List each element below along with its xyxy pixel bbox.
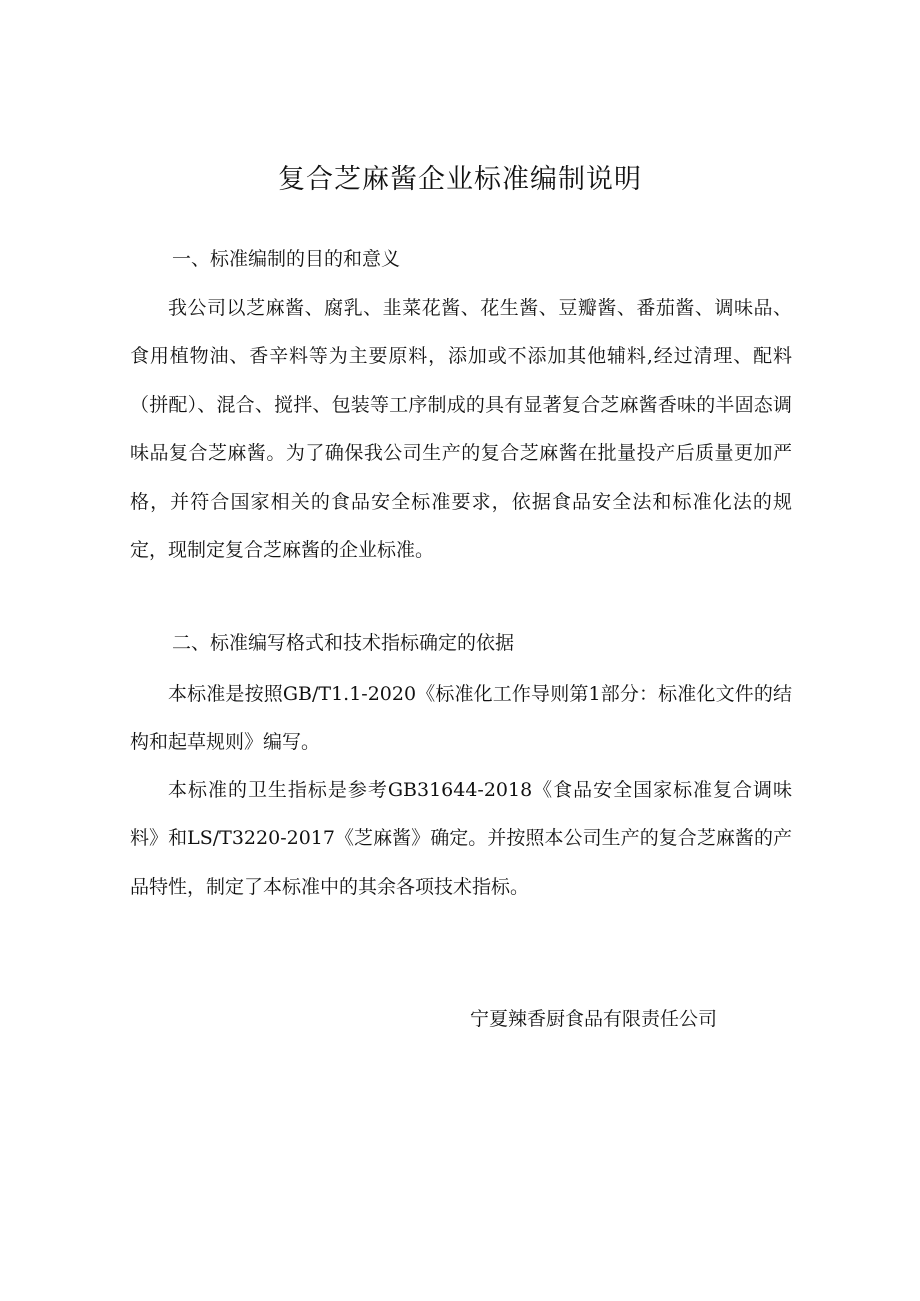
section-paragraph-purpose: 我公司以芝麻酱、腐乳、韭菜花酱、花生酱、豆瓣酱、番茄酱、调味品、食用植物油、香辛料等为主要原料，添加或不添加其他辅料,经过清理、配料（拼配）、混合、搅拌、包装等工序制成的具有显著复合芝麻酱香味的半固态调味品复合芝麻酱。为了确保我公司生产的复合芝麻酱在批量投产后质量更加严格，并符合国家相关的食品安全标准要求，依据食品安全法和标准化法的规定，现制定复合芝麻酱的企业标准。 bbox=[130, 297, 792, 562]
document-title: 复合芝麻酱企业标准编制说明 bbox=[278, 164, 642, 195]
section-heading-basis: 二、标准编写格式和技术指标确定的依据 bbox=[172, 632, 515, 654]
section-paragraph-format: 本标准是按照GB/T1.1-2020《标准化工作导则第1部分：标准化文件的结构和起草规则》编写。 bbox=[130, 683, 792, 754]
section-heading-purpose: 一、标准编制的目的和意义 bbox=[172, 248, 401, 270]
section-paragraph-indicators: 本标准的卫生指标是参考GB31644-2018《食品安全国家标准复合调味料》和LS/T3220-2017《芝麻酱》确定。并按照本公司生产的复合芝麻酱的产品特性，制定了本标准中的其余各项技术指标。 bbox=[130, 779, 792, 898]
company-signature: 宁夏辣香厨食品有限责任公司 bbox=[470, 1008, 718, 1030]
